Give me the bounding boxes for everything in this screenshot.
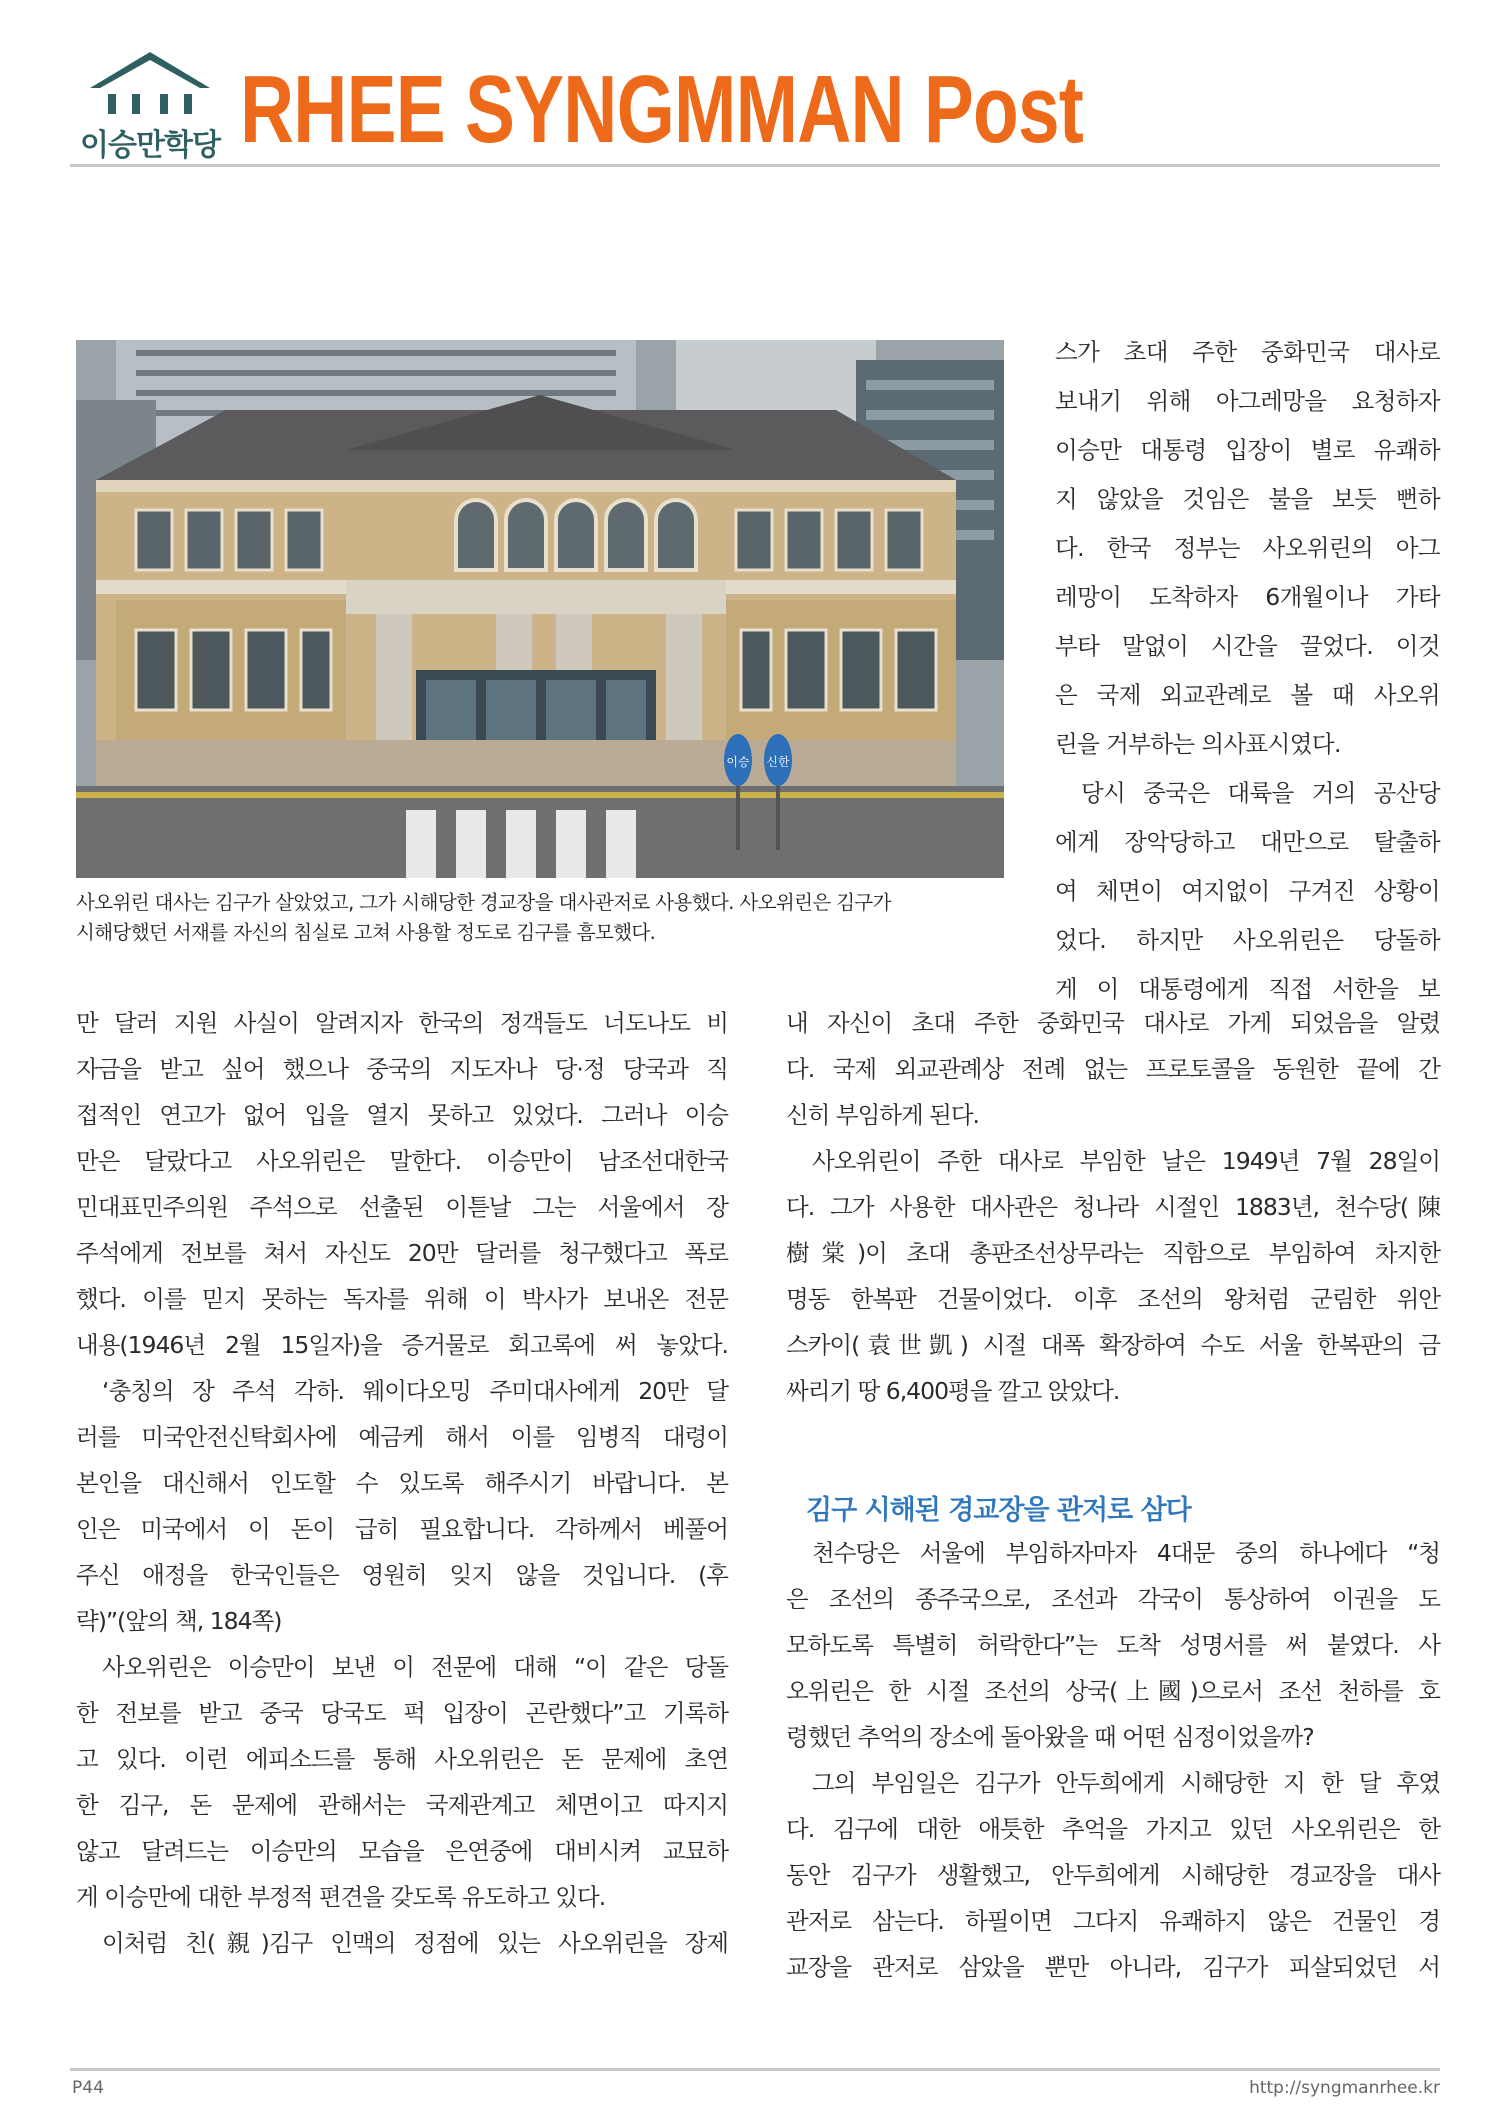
sign-right-text: 신한: [766, 755, 790, 769]
text-line: 에게 장악당하고 대만으로 탈출하: [1055, 828, 1440, 856]
text-line: 은 국제 외교관례로 볼 때 사오위: [1055, 681, 1440, 709]
text-line: 인은 미국에서 이 돈이 급히 필요합니다. 각하께서 베풀어: [76, 1515, 728, 1543]
text-line: 그의 부임일은 김구가 안두희에게 시해당한 지 한 달 후였: [812, 1769, 1440, 1797]
text-line: 한 김구, 돈 문제에 관해서는 국제관계고 체면이고 따지지: [76, 1791, 728, 1819]
house-logo-icon: [80, 48, 220, 120]
page-number: P44: [72, 2078, 104, 2098]
text-line: 스가 초대 주한 중화민국 대사로: [1055, 338, 1440, 366]
building-photo: [76, 340, 1004, 878]
text-line: 스카이(袁世凱) 시절 대폭 확장하여 수도 서울 한복판의 금: [786, 1331, 1440, 1359]
text-line: 다. 그가 사용한 대사관은 청나라 시절인 1883년, 천수당(陳: [786, 1193, 1440, 1221]
text-line: 내용(1946년 2월 15일자)을 증거물로 회고록에 써 놓았다.: [76, 1331, 728, 1359]
right-column: [786, 1000, 1440, 1414]
text-line: 다. 국제 외교관례상 전례 없는 프로토콜을 동원한 끝에 간: [786, 1055, 1440, 1083]
text-line: 동안 김구가 생활했고, 안두희에게 시해당한 경교장을 대사: [786, 1861, 1440, 1889]
text-line: 보내기 위해 아그레망을 요청하자: [1055, 387, 1440, 415]
section-heading: 김구 시해된 경교장을 관저로 삼다: [806, 1495, 1191, 1526]
text-line: 오위린은 한 시절 조선의 상국(上國)으로서 조선 천하를 호: [786, 1677, 1440, 1705]
text-line: 지 않았을 것임은 불을 보듯 뻔하: [1055, 485, 1440, 513]
left-column: [76, 1000, 728, 1966]
text-line: 교장을 관저로 삼았을 뿐만 아니라, 김구가 피살되었던 서: [786, 1953, 1440, 1981]
text-line: 했다. 이를 믿지 못하는 독자를 위해 이 박사가 보내온 전문: [76, 1285, 728, 1313]
text-line: 략)”(앞의 책, 184쪽): [76, 1607, 282, 1635]
photo-caption: [76, 888, 1016, 948]
right-top-column: [1055, 328, 1440, 1014]
text-line: 이승만 대통령 입장이 별로 유쾌하: [1055, 436, 1440, 464]
text-line: 은 조선의 종주국으로, 조선과 각국이 통상하여 이권을 도: [786, 1585, 1440, 1613]
text-line: 주신 애정을 한국인들은 영원히 잊지 않을 것입니다. (후: [76, 1561, 728, 1589]
text-line: 만 달러 지원 사실이 알려지자 한국의 정객들도 너도나도 비: [76, 1009, 728, 1037]
text-line: 사오위린이 주한 대사로 부임한 날은 1949년 7월 28일이: [812, 1147, 1440, 1175]
text-line: 않고 달려드는 이승만의 모습을 은연중에 대비시켜 교묘하: [76, 1837, 728, 1865]
text-line: 게 이 대통령에게 직접 서한을 보: [1055, 975, 1440, 1003]
sign-left-text: 이승: [726, 755, 750, 769]
text-line: 모하도록 특별히 허락한다”는 도착 성명서를 써 붙였다. 사: [786, 1631, 1440, 1659]
text-line: 게 이승만에 대한 부정적 편견을 갖도록 유도하고 있다.: [76, 1883, 606, 1911]
text-line: 접적인 연고가 없어 입을 열지 못하고 있었다. 그러나 이승: [76, 1101, 728, 1129]
right-column-section: [786, 1530, 1440, 1990]
text-line: 레망이 도착하자 6개월이나 가타: [1055, 583, 1440, 611]
logo-text: 이승만학당: [80, 128, 220, 163]
caption-line: 시해당했던 서재를 자신의 침실로 고쳐 사용할 정도로 김구를 흠모했다.: [76, 921, 656, 944]
text-line: 었다. 하지만 사오위린은 당돌하: [1055, 926, 1440, 954]
caption-line: 사오위린 대사는 김구가 살았었고, 그가 시해당한 경교장을 대사관저로 사용했다. 사오위린은 김구가: [76, 891, 891, 914]
text-line: 다. 한국 정부는 사오위린의 아그: [1055, 534, 1440, 562]
text-line: 령했던 추억의 장소에 돌아왔을 때 어떤 심정이었을까?: [786, 1723, 1314, 1751]
text-line: 한 전보를 받고 중국 당국도 퍽 입장이 곤란했다”고 기록하: [76, 1699, 728, 1727]
text-line: 싸리기 땅 6,400평을 깔고 앉았다.: [786, 1377, 1120, 1405]
footer-divider: [70, 2068, 1440, 2071]
text-line: 여 체면이 여지없이 구겨진 상황이: [1055, 877, 1440, 905]
text-line: 민대표민주의원 주석으로 선출된 이튿날 그는 서울에서 장: [76, 1193, 728, 1221]
text-line: 주석에게 전보를 쳐서 자신도 20만 달러를 청구했다고 폭로: [76, 1239, 728, 1267]
text-line: 본인을 대신해서 인도할 수 있도록 해주시기 바랍니다. 본: [76, 1469, 728, 1497]
text-line: 천수당은 서울에 부임하자마자 4대문 중의 하나에다 “청: [812, 1539, 1440, 1567]
website-url[interactable]: http://syngmanrhee.kr: [1249, 2078, 1440, 2098]
text-line: 사오위린은 이승만이 보낸 이 전문에 대해 “이 같은 당돌: [102, 1653, 728, 1681]
text-line: 만은 달랐다고 사오위린은 말한다. 이승만이 남조선대한국: [76, 1147, 728, 1175]
text-line: 명동 한복판 건물이었다. 이후 조선의 왕처럼 군림한 위안: [786, 1285, 1440, 1313]
header-divider: [70, 164, 1440, 167]
text-line: 이처럼 친(親)김구 인맥의 정점에 있는 사오위린을 장제: [102, 1929, 728, 1957]
text-line: 부타 말없이 시간을 끌었다. 이것: [1055, 632, 1440, 660]
text-line: 다. 김구에 대한 애틋한 추억을 가지고 있던 사오위린은 한: [786, 1815, 1440, 1843]
publication-title: RHEE SYNGMMAN Post: [240, 56, 1083, 163]
page-header: [70, 40, 1440, 170]
text-line: 린을 거부하는 의사표시였다.: [1055, 730, 1341, 758]
text-line: 내 자신이 초대 주한 중화민국 대사로 가게 되었음을 알렸: [786, 1009, 1440, 1037]
text-line: ‘충칭의 장 주석 각하. 웨이다오밍 주미대사에게 20만 달: [102, 1377, 728, 1405]
text-line: 樹棠)이 초대 총판조선상무라는 직함으로 부임하여 차지한: [786, 1239, 1440, 1267]
text-line: 고 있다. 이런 에피소드를 통해 사오위린은 돈 문제에 초연: [76, 1745, 728, 1773]
text-line: 당시 중국은 대륙을 거의 공산당: [1081, 779, 1440, 807]
logo: [70, 48, 230, 163]
text-line: 관저로 삼는다. 하필이면 그다지 유쾌하지 않은 건물인 경: [786, 1907, 1440, 1935]
text-line: 신히 부임하게 된다.: [786, 1101, 980, 1129]
text-line: 러를 미국안전신탁회사에 예금케 해서 이를 임병직 대령이: [76, 1423, 728, 1451]
text-line: 자금을 받고 싶어 했으나 중국의 지도자나 당·정 당국과 직: [76, 1055, 728, 1083]
